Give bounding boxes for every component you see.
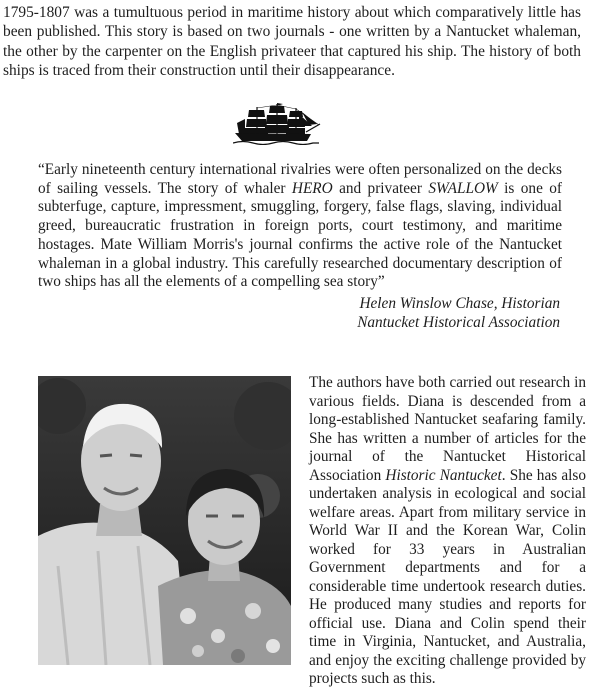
authors-bio: The authors have both carried out research in various fields. Diana is descended from a long-established Nantucket seafaring family. She has written a number of articles for the journal of the Nantucket Historical Association Historic Nantucket. She has also undertaken analysis in ecological and social welfare areas. Apart from military service in World War II and the Korean War, Colin worked for 33 years in Australian Government departments and for a considerable time undertook research duties. He produced many studies and reports for official use. Diana and Colin spend their time in Virginia, Nantucket, and Australia, and enjoy the exciting challenge provided by projects such as this.	[309, 374, 586, 687]
sailing-ship-icon	[233, 103, 321, 145]
authors-photo	[38, 376, 291, 665]
journal-title: Historic Nantucket	[385, 466, 502, 484]
ship-name-swallow: SWALLOW	[428, 179, 498, 197]
intro-paragraph: 1795-1807 was a tumultuous period in maritime history about which comparatively little has been published. This story is based on two journals - one written by a Nantucket whaleman, the other by the carpenter on the English privateer that captured his ship. The history of both ships is traced from their construction until their disappearance.	[3, 4, 581, 80]
quote-attribution-name: Helen Winslow Chase, Historian	[359, 294, 560, 312]
quote-text: “Early nineteenth century international rivalries were often personalized on the decks of sailing vessels. The story of whaler HERO and privateer SWALLOW is one of subterfuge, capture, impressment, smuggling, forgery, false flags, slaving, individual greed, bureaucratic frustration in foreign ports, court testimony, and maritime hostages. Mate William Morris's journal confirms the active role of the Nantucket whaleman in a global industry. This carefully researched documentary description of two ships has all the elements of a compelling sea story”	[38, 161, 562, 291]
ship-name-hero: HERO	[291, 179, 333, 197]
review-quote	[38, 161, 562, 332]
quote-attribution-org: Nantucket Historical Association	[357, 313, 560, 331]
